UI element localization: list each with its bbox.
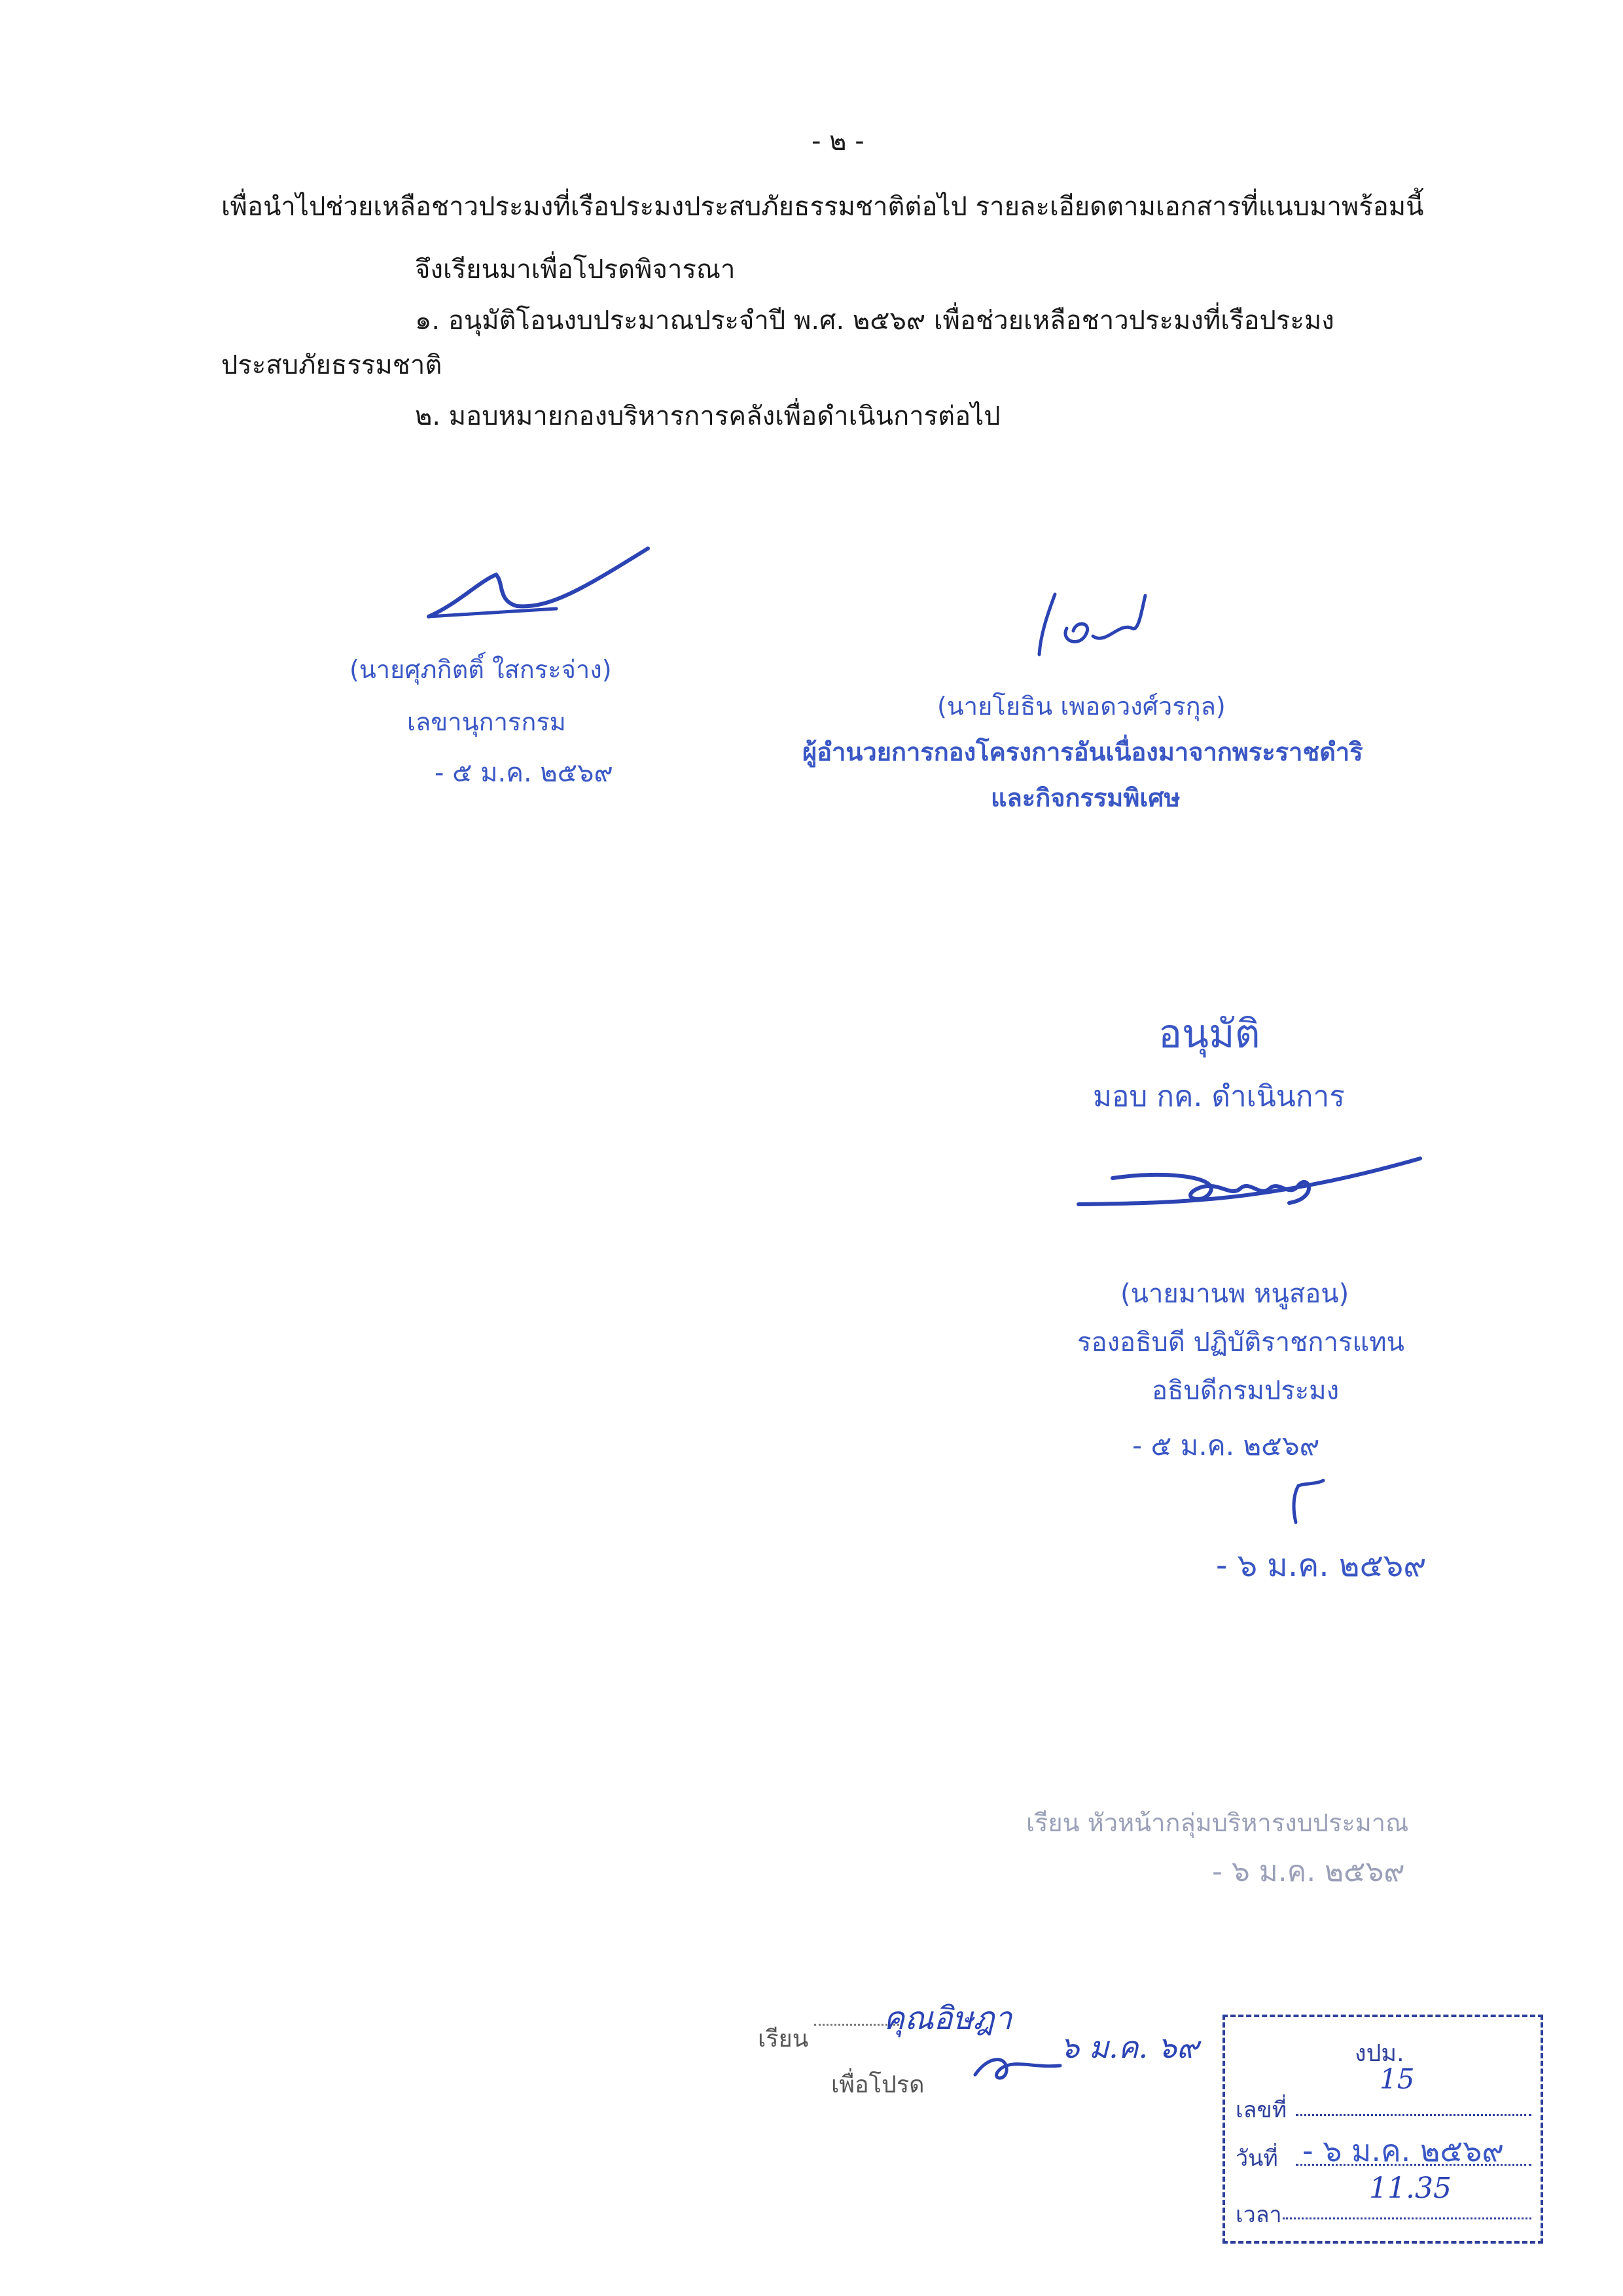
receipt-date-value: - ๖ ม.ค. ๒๕๖๙ <box>1302 2133 1505 2168</box>
signature-right <box>1021 583 1152 668</box>
signer-left-name: (นายศุภกิตติ์ ใสกระจ่าง) <box>349 655 612 684</box>
receipt-time-label: เวลา <box>1236 2202 1282 2228</box>
receipt-time-value: 11.35 <box>1369 2172 1452 2205</box>
faint-stamp-date: - ๖ ม.ค. ๒๕๖๙ <box>1212 1855 1405 1888</box>
approver-name: (นายมานพ หนูสอน) <box>1120 1279 1349 1309</box>
signature-approver <box>1073 1152 1427 1224</box>
body-line-1: เพื่อนำไปช่วยเหลือชาวประมงที่เรือประมงประสบภัยธรรมชาติต่อไป รายละเอียดตามเอกสารที่แนบมาพร้อมนี้ <box>221 192 1424 222</box>
receipt-date-dots <box>1296 2164 1531 2166</box>
page-number: - ๒ - <box>812 126 865 156</box>
signer-left-position: เลขานุการกรม <box>407 708 566 736</box>
body-line-4: ประสบภัยธรรมชาติ <box>221 350 442 380</box>
signer-right-position-1: ผู้อำนวยการกองโครงการอันเนื่องมาจากพระราชดำริ <box>802 738 1363 766</box>
signer-right-name: (นายโยธิน เพอดวงศ์วรกุล) <box>937 692 1226 721</box>
signer-left-date-stamp: - ๕ ม.ค. ๒๕๖๙ <box>435 758 613 788</box>
routing-to-label: เรียน <box>758 2026 809 2053</box>
receipt-number-value: 15 <box>1380 2063 1415 2095</box>
received-date-stamp: - ๖ ม.ค. ๒๕๖๙ <box>1216 1547 1427 1584</box>
approval-date-stamp: - ๕ ม.ค. ๒๕๖๙ <box>1132 1429 1320 1462</box>
approver-position-1: รองอธิบดี ปฏิบัติราชการแทน <box>1077 1327 1404 1357</box>
body-line-5: ๒. มอบหมายกองบริหารการคลังเพื่อดำเนินการต่อไป <box>415 401 1001 431</box>
receipt-unit: งปม. <box>1355 2040 1404 2067</box>
routing-date: ๖ ม.ค. ๖๙ <box>1060 2030 1199 2065</box>
body-line-2: จึงเรียนมาเพื่อโปรดพิจารณา <box>415 255 736 285</box>
approver-position-2: อธิบดีกรมประมง <box>1152 1376 1340 1406</box>
receipt-number-dots <box>1296 2114 1531 2116</box>
signature-left <box>419 543 654 628</box>
routing-to-value: คุณอิษฎา <box>883 2000 1012 2037</box>
receipt-time-dots <box>1283 2217 1531 2219</box>
approval-title: อนุมัติ <box>1158 1011 1260 1057</box>
receipt-date-label: วันที่ <box>1236 2145 1278 2172</box>
faint-stamp-text: เรียน หัวหน้ากลุ่มบริหารงบประมาณ <box>1026 1808 1409 1837</box>
body-line-3: ๑. อนุมัติโอนงบประมาณประจำปี พ.ศ. ๒๕๖๙ เพื่อช่วยเหลือชาวประมงที่เรือประมง <box>415 306 1334 336</box>
approval-instruction: มอบ กค. ดำเนินการ <box>1093 1080 1345 1113</box>
routing-purpose-label: เพื่อโปรด <box>831 2072 925 2098</box>
signer-right-position-2: และกิจกรรมพิเศษ <box>991 783 1181 812</box>
initial-mark <box>1283 1479 1329 1525</box>
receipt-number-label: เลขที่ <box>1236 2097 1287 2123</box>
routing-signature <box>969 2042 1067 2088</box>
